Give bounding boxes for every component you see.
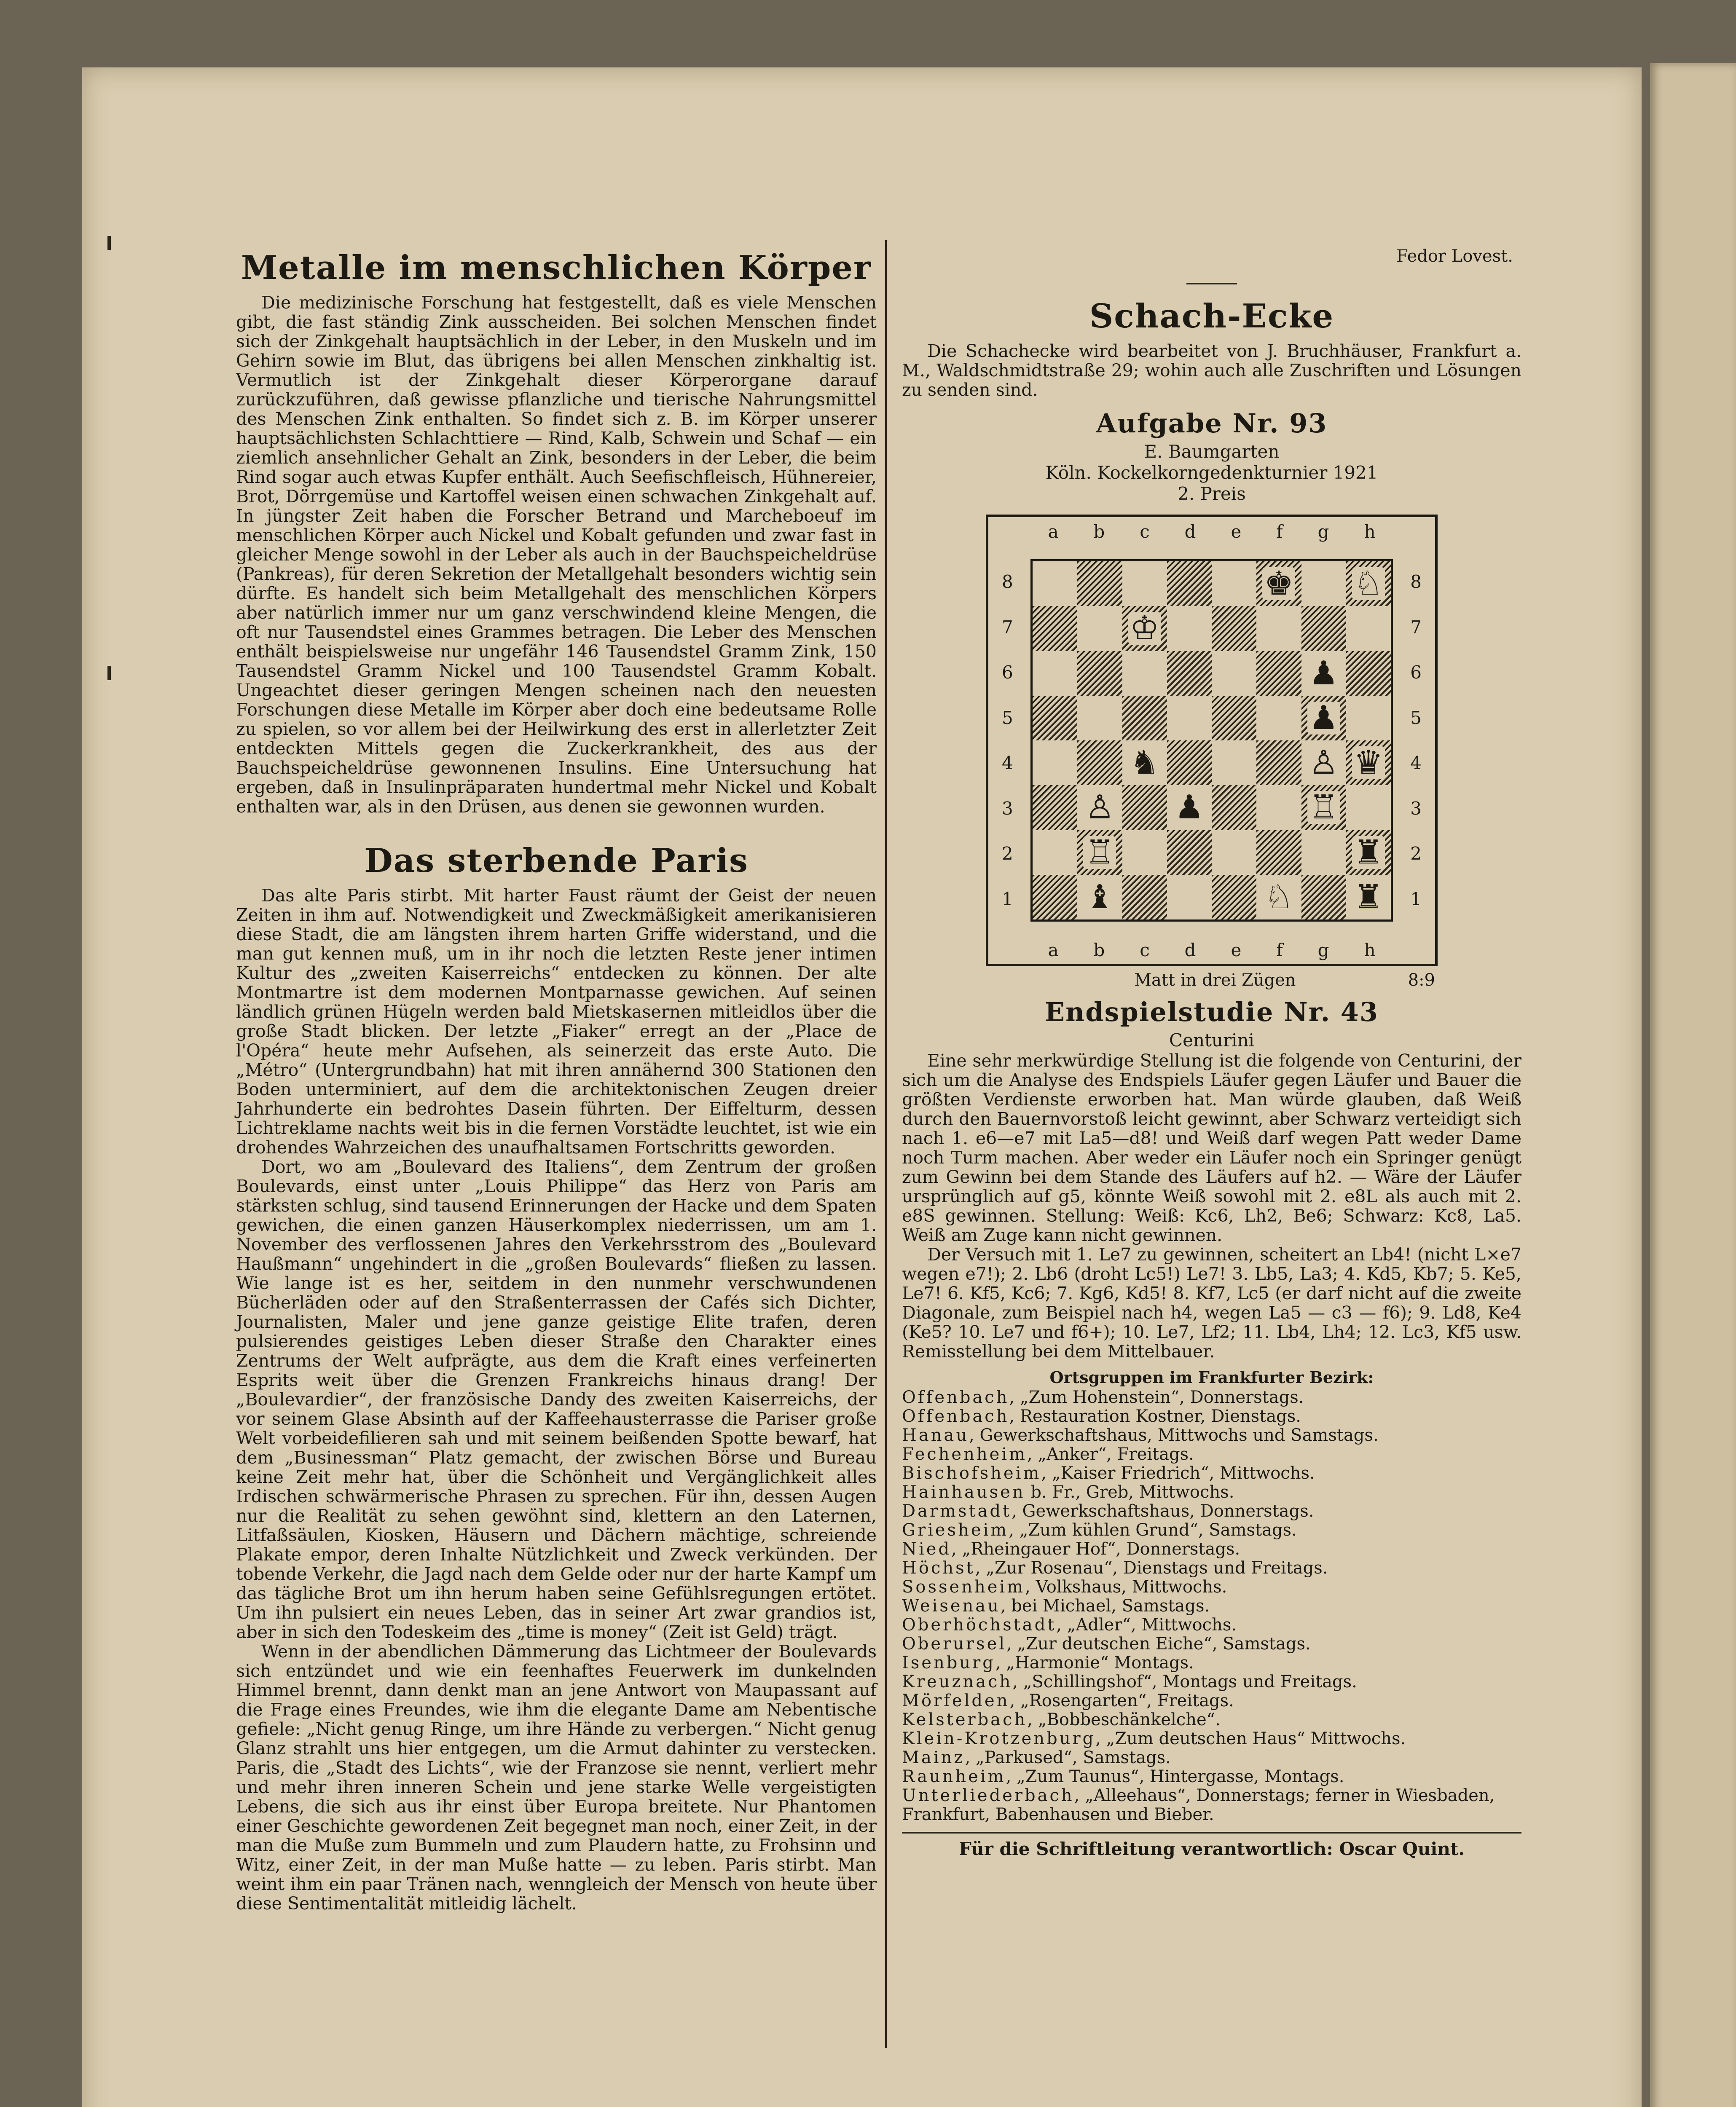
rank-label: 6 xyxy=(1002,662,1013,683)
square-a1 xyxy=(1033,875,1077,919)
rank-label: 2 xyxy=(1002,843,1013,864)
editor-responsible: Für die Schriftleitung verantwortlich: Oscar Quint. xyxy=(959,1839,1465,1859)
square-h2 xyxy=(1346,830,1391,875)
file-label: d xyxy=(1184,940,1196,960)
group-place: Klein-Krotzenburg xyxy=(902,1729,1096,1748)
rank-label: 7 xyxy=(1410,617,1422,638)
right-column xyxy=(902,247,1521,1859)
margin-mark xyxy=(107,666,111,680)
adjacent-page-edge xyxy=(1650,63,1736,2107)
chess-piece: ♟ xyxy=(1173,791,1206,824)
square-a3 xyxy=(1033,785,1077,830)
group-entry xyxy=(902,1748,1521,1767)
divider xyxy=(1186,283,1237,284)
rank-label: 3 xyxy=(1002,798,1013,819)
problem-stipulation: Matt in drei Zügen xyxy=(1134,970,1296,990)
metals-article-text: Die medizinische Forschung hat festgestellt, daß es viele Menschen gibt, die fast ständig Zink ausscheiden. Bei solchen Menschen findet sich der Zinkgehalt hauptsächlich in der Leber, in den Muskeln und im Gehirn sowie im Blut, das übrigens bei allen Menschen zinkhaltig ist. Vermutlich ist der Zinkgehalt dieser Körperorgane darauf zurückzuführen, daß gewisse pflanzliche und tierische Nahrungsmittel des Menschen Zink enthalten. So findet sich z. B. im Körper unserer hauptsächlichsten Schlachttiere — Rind, Kalb, Schwein und Schaf — ein ziemlich ansehnlicher Gehalt an Zink, besonders in der Leber, die beim Rind sogar auch etwas Kupfer enthält. Auch Seefischfleisch, Hühnereier, Brot, Dörrgemüse und Kartoffel weisen einen schwachen Zinkgehalt auf. In jüngster Zeit haben die Forscher Betrand und Marcheboeuf im menschlichen Körper auch Nickel und Kobalt gefunden und zwar fast in gleicher Menge sowohl in der Leber als auch in der Bauchspeicheldrüse (Pankreas), für deren Sekretion der Metallgehalt besonders wichtig sein dürfte. Es handelt sich beim Metallgehalt des menschlichen Körpers aber natürlich immer nur um ganz verschwindend kleine Mengen, die oft nur Tausendstel eines Grammes betragen. Die Leber des Menschen enthält beispielsweise nur ungefähr 146 Tausendstel Gramm Zink, 150 Tausendstel Gramm Nickel und 100 Tausendstel Gramm Kobalt. Ungeachtet dieser geringen Mengen scheinen nach den neuesten Forschungen diese Metalle im Körper aber doch eine bedeutsame Rolle zu spielen, so vor allem bei der Heilwirkung des erst in allerletzter Zeit entdeckten Mittels gegen die Zuckerkrankheit, des aus der Bauchspeicheldrüse gewonnenen Insulins. Eine Untersuchung hat ergeben, daß in Insulinpräparaten hundertmal mehr Nickel und Kobalt enthalten war, als in den Drüsen, aus denen sie gewonnen wurden. xyxy=(236,292,877,817)
group-place: Kreuznach xyxy=(902,1672,1013,1691)
square-h7 xyxy=(1346,606,1391,651)
square-c8 xyxy=(1122,561,1167,606)
chess-piece: ♘ xyxy=(1352,567,1385,600)
group-place: Hainhausen xyxy=(902,1482,1025,1502)
group-place: Sossenheim xyxy=(902,1577,1025,1597)
square-g4 xyxy=(1301,740,1346,785)
group-place: Hanau xyxy=(902,1426,969,1445)
group-details: , „Zur Rosenau“, Dienstags und Freitags. xyxy=(975,1558,1328,1578)
group-place: Oberursel xyxy=(902,1634,1007,1654)
group-details: , „Parkused“, Samstags. xyxy=(965,1748,1171,1767)
file-label: e xyxy=(1231,521,1242,542)
group-details: , „Rosengarten“, Freitags. xyxy=(1009,1691,1234,1710)
group-details: b. Fr., Greb, Mittwochs. xyxy=(1025,1482,1234,1502)
file-label: g xyxy=(1317,521,1329,542)
group-entry xyxy=(902,1691,1521,1710)
rank-labels-left xyxy=(1002,559,1013,922)
chess-piece: ♞ xyxy=(1128,746,1161,779)
group-entry xyxy=(902,1407,1521,1426)
group-place: Mainz xyxy=(902,1748,965,1767)
square-f5 xyxy=(1256,696,1301,740)
study-paragraph-1: Eine sehr merkwürdige Stellung ist die folgende von Centurini, der sich um die Analyse des Endspiels Läufer gegen Läufer und Bauer die größten Verdienste erworben hat. Man würde glauben, daß Weiß durch den Bauernvorstoß leicht gewinnt, aber Schwarz verteidigt sich nach 1. e6—e7 mit La5—d8! und Weiß darf wegen Patt weder Dame noch Turm machen. Aber weder ein Läufer noch ein Springer genügt zum Gewinn bei dem Stande des Läufers auf h2. — Wäre der Läufer ursprünglich auf g5, könnte Weiß sowohl mit 2. e8L als auch mit 2. e8S gewinnen. Stellung: Weiß: Kc6, Lh2, Be6; Schwarz: Kc8, La5. Weiß am Zuge kann nicht gewinnen. xyxy=(902,1051,1521,1245)
group-details: , „Anker“, Freitags. xyxy=(1027,1445,1194,1464)
chess-diagram xyxy=(986,515,1438,966)
chess-piece: ♟ xyxy=(1307,657,1340,690)
group-entry xyxy=(902,1616,1521,1635)
square-d7 xyxy=(1167,606,1212,651)
group-entry xyxy=(902,1445,1521,1464)
chess-intro: Die Schachecke wird bearbeitet von J. Bruchhäuser, Frankfurt a. M., Waldschmidtstraße 29; wohin auch alle Zuschriften und Lösungen zu senden sind. xyxy=(902,341,1521,400)
square-d1 xyxy=(1167,875,1212,919)
group-entry xyxy=(902,1673,1521,1691)
rank-label: 6 xyxy=(1410,662,1422,683)
rank-labels-right xyxy=(1410,559,1422,922)
group-details: , bei Michael, Samstags. xyxy=(1000,1596,1210,1616)
rank-label: 3 xyxy=(1410,798,1422,819)
group-entry xyxy=(902,1578,1521,1597)
rank-label: 2 xyxy=(1410,843,1422,864)
square-h3 xyxy=(1346,785,1391,830)
file-label: d xyxy=(1184,521,1196,542)
square-g7 xyxy=(1301,606,1346,651)
square-c2 xyxy=(1122,830,1167,875)
square-a8 xyxy=(1033,561,1077,606)
square-g6 xyxy=(1301,651,1346,696)
file-label: c xyxy=(1140,940,1150,960)
problem-title: Aufgabe Nr. 93 xyxy=(1096,408,1328,439)
article-author: Fedor Lovest. xyxy=(1396,247,1513,266)
group-entry xyxy=(902,1729,1521,1748)
square-b4 xyxy=(1077,740,1122,785)
chess-piece: ♙ xyxy=(1307,746,1340,779)
square-b7 xyxy=(1077,606,1122,651)
group-details: , Gewerkschaftshaus, Mittwochs und Samstags. xyxy=(969,1426,1379,1445)
margin-mark xyxy=(107,236,111,250)
file-label: f xyxy=(1276,521,1283,542)
square-c4 xyxy=(1122,740,1167,785)
file-label: c xyxy=(1140,521,1150,542)
square-d6 xyxy=(1167,651,1212,696)
group-details: , „Harmonie“ Montags. xyxy=(995,1653,1194,1673)
square-c5 xyxy=(1122,696,1167,740)
square-b6 xyxy=(1077,651,1122,696)
group-place: Unterliederbach xyxy=(902,1786,1074,1805)
group-details: , „Bobbeschänkelche“. xyxy=(1027,1710,1221,1729)
square-f3 xyxy=(1256,785,1301,830)
group-place: Fechenheim xyxy=(902,1445,1027,1464)
rank-label: 8 xyxy=(1002,571,1013,592)
group-details: , „Zum deutschen Haus“ Mittwochs. xyxy=(1095,1729,1406,1748)
square-b5 xyxy=(1077,696,1122,740)
square-e6 xyxy=(1212,651,1256,696)
square-f7 xyxy=(1256,606,1301,651)
paris-paragraph-3: Wenn in der abendlichen Dämmerung das Lichtmeer der Boulevards sich entzündet und wie ein feenhaftes Feuerwerk im dunkelnden Himmel brennt, dann denkt man an jene Antwort von Maupassant auf die Frage eines Freundes, wie ihm die elegante Dame am Nebentische gefiele: „Nicht genug Ringe, um ihre Hände zu verbergen.“ Nicht genug Glanz strahlt uns hier entgegen, um die Armut dahinter zu verstecken. Paris, die „Stadt des Lichts“, wie der Franzose sie nennt, verliert mehr und mehr ihren inneren Schein und jene starke Welle vergeistigten Lebens, die sich aus ihr einst über Europa breitete. Nur Phantomen einer Geschichte gewordenen Zeit begegnet man noch, einer Zeit, in der man die Muße zum Bummeln und zum Plaudern hatte, zu Frohsinn und Witz, einer Zeit, in der man Muße hatte — zu leben. Paris stirbt. Man weint ihm ein paar Tränen nach, wenngleich der Mensch von heute über diese Sentimentalität mitleidig lächelt. xyxy=(236,1641,877,1914)
group-details: , Volkshaus, Mittwochs. xyxy=(1025,1577,1227,1597)
square-g1 xyxy=(1301,875,1346,919)
square-c1 xyxy=(1122,875,1167,919)
square-h4 xyxy=(1346,740,1391,785)
file-labels-bottom xyxy=(1030,940,1393,960)
square-f4 xyxy=(1256,740,1301,785)
divider xyxy=(902,1832,1521,1834)
square-f2 xyxy=(1256,830,1301,875)
file-label: a xyxy=(1048,940,1059,960)
square-c7 xyxy=(1122,606,1167,651)
chess-piece: ♚ xyxy=(1262,567,1295,600)
square-h1 xyxy=(1346,875,1391,919)
group-place: Nied xyxy=(902,1539,952,1559)
square-d4 xyxy=(1167,740,1212,785)
square-h8 xyxy=(1346,561,1391,606)
group-place: Bischofsheim xyxy=(902,1464,1041,1483)
square-d3 xyxy=(1167,785,1212,830)
paris-paragraph-1: Das alte Paris stirbt. Mit harter Faust räumt der Geist der neuen Zeiten in ihm auf. Notwendigkeit und Zweckmäßigkeit amerikanisieren diese Stadt, die am längsten ihrem harten Griffe widerstand, und die man gut kennen muß, um in ihr noch die letzten Reste jener intimen Kultur des „zweiten Kaiserreichs“ entdecken zu können. Der alte Montmartre ist dem modernen Montparnasse gewichen. Auf seinen ländlich grünen Hügeln werden bald Mietskasernen mitleidlos über die große Stadt blicken. Der letzte „Fiaker“ erregt an der „Place de l'Opéra“ heute mehr Aufsehen, als seinerzeit das erste Auto. Die „Métro“ (Untergrundbahn) hat mit ihren annähernd 300 Stationen den Boden unterminiert, auf dem die architektonischen Zeugen dreier Jahrhunderte ein bedrohtes Dasein führten. Der Eiffelturm, dessen Lichtreklame nachts weit bis in die fernen Vorstädte leuchtet, ist wie ein drohendes Wahrzeichen des unaufhaltsamen Fortschritts geworden. xyxy=(236,885,877,1158)
group-entry xyxy=(902,1635,1521,1654)
group-entry xyxy=(902,1597,1521,1616)
square-f6 xyxy=(1256,651,1301,696)
square-f8 xyxy=(1256,561,1301,606)
rank-label: 4 xyxy=(1410,753,1422,774)
square-h5 xyxy=(1346,696,1391,740)
group-place: Kelsterbach xyxy=(902,1710,1028,1729)
study-author: Centurini xyxy=(1169,1030,1254,1051)
file-label: b xyxy=(1093,940,1105,960)
chess-piece: ♜ xyxy=(1352,836,1385,869)
square-b8 xyxy=(1077,561,1122,606)
square-b3 xyxy=(1077,785,1122,830)
file-label: b xyxy=(1093,521,1105,542)
group-entry xyxy=(902,1654,1521,1673)
left-column xyxy=(236,236,877,1913)
square-e2 xyxy=(1212,830,1256,875)
square-b1 xyxy=(1077,875,1122,919)
file-label: e xyxy=(1231,940,1242,960)
rank-label: 5 xyxy=(1410,707,1422,728)
square-e4 xyxy=(1212,740,1256,785)
rank-label: 7 xyxy=(1002,617,1013,638)
square-g3 xyxy=(1301,785,1346,830)
chess-piece: ♟ xyxy=(1307,702,1340,735)
column-rule xyxy=(885,240,887,2048)
file-label: h xyxy=(1364,521,1376,542)
problem-tourney: Köln. Kockelkorngedenkturnier 1921 xyxy=(1045,462,1378,483)
chess-piece: ♖ xyxy=(1083,836,1116,869)
group-entry xyxy=(902,1559,1521,1578)
chess-piece: ♙ xyxy=(1083,791,1116,824)
chess-piece: ♘ xyxy=(1262,881,1295,914)
square-a4 xyxy=(1033,740,1077,785)
group-entry xyxy=(902,1483,1521,1502)
group-place: Isenburg xyxy=(902,1653,995,1673)
group-details: , Restauration Kostner, Dienstags. xyxy=(1009,1407,1301,1426)
group-details: , „Zum Hohenstein“, Donnerstags. xyxy=(1009,1388,1304,1407)
group-place: Oberhöchstadt xyxy=(902,1615,1057,1635)
square-c6 xyxy=(1122,651,1167,696)
square-g2 xyxy=(1301,830,1346,875)
file-label: f xyxy=(1276,940,1283,960)
square-f1 xyxy=(1256,875,1301,919)
square-a6 xyxy=(1033,651,1077,696)
file-labels-top xyxy=(1030,521,1393,542)
square-e5 xyxy=(1212,696,1256,740)
group-place: Weisenau xyxy=(902,1596,1001,1616)
groups-list xyxy=(902,1388,1521,1824)
chess-piece: ♝ xyxy=(1083,881,1116,914)
file-label: h xyxy=(1364,940,1376,960)
group-place: Offenbach xyxy=(902,1388,1009,1407)
group-entry xyxy=(902,1388,1521,1407)
square-h6 xyxy=(1346,651,1391,696)
group-place: Offenbach xyxy=(902,1407,1009,1426)
diagram-caption xyxy=(988,970,1435,990)
group-place: Raunheim xyxy=(902,1767,1006,1786)
rank-label: 1 xyxy=(1002,888,1013,909)
group-details: , „Rheingauer Hof“, Donnerstags. xyxy=(951,1539,1240,1559)
square-a5 xyxy=(1033,696,1077,740)
square-e3 xyxy=(1212,785,1256,830)
problem-composer: E. Baumgarten xyxy=(1144,441,1280,462)
paris-headline: Das sterbende Paris xyxy=(364,842,749,880)
chess-piece: ♔ xyxy=(1128,612,1161,645)
group-details: , Gewerkschaftshaus, Donnerstags. xyxy=(1012,1501,1314,1521)
group-place: Mörfelden xyxy=(902,1691,1010,1710)
group-details: , „Zum kühlen Grund“, Samstags. xyxy=(1009,1520,1297,1540)
group-entry xyxy=(902,1710,1521,1729)
square-g5 xyxy=(1301,696,1346,740)
group-place: Darmstadt xyxy=(902,1501,1012,1521)
rank-label: 8 xyxy=(1410,571,1422,592)
group-place: Griesheim xyxy=(902,1520,1009,1540)
rank-label: 1 xyxy=(1410,888,1422,909)
file-label: g xyxy=(1317,940,1329,960)
group-details: , „Schillingshof“, Montags und Freitags. xyxy=(1012,1672,1357,1691)
square-d8 xyxy=(1167,561,1212,606)
piece-count: 8:9 xyxy=(1408,970,1435,990)
chess-board xyxy=(1030,559,1393,922)
group-details: , „Kaiser Friedrich“, Mittwochs. xyxy=(1041,1464,1315,1483)
group-details: , „Alleehaus“, Donnerstags; ferner in Wiesbaden, Frankfurt, Babenhausen und Bieber. xyxy=(902,1786,1495,1824)
group-details: , „Adler“, Mittwochs. xyxy=(1056,1615,1237,1635)
problem-prize: 2. Preis xyxy=(1178,483,1246,504)
square-d2 xyxy=(1167,830,1212,875)
square-a2 xyxy=(1033,830,1077,875)
paris-paragraph-2: Dort, wo am „Boulevard des Italiens“, dem Zentrum der großen Boulevards, einst unter „Louis Philippe“ das Herz von Paris am stärksten schlug, sind tausend Erinnerungen der Hacke und dem Spaten gewichen, die einen ganzen Häuserkomplex niederrissen, um am 1. November des verflossenen Jahres den Verkehrsstrom des „Boulevard Haußmann“ ungehindert in die „großen Boulevards“ fließen zu lassen. Wie lange ist es her, seitdem in den nunmehr verschwundenen Bücherläden oder auf den Straßenterrassen der Cafés sich Dichter, Journalisten, Maler und jene ganze geistige Elite trafen, deren pulsierendes geistiges Leben dieser Straße den Charakter eines Zentrums der Welt aufprägte, aus dem die Kraft eines verfeinerten Esprits weit über die Grenzen Frankreichs hinaus drang! Der „Boulevardier“, der französische Dandy des zweiten Kaiserreichs, der vor seinem Glase Absinth auf der Kaffeehausterrasse die Pariser große Welt vorbeidefilieren sah und mit seinem beißenden Spotte bewarf, hat dem „Businessman“ Platz gemacht, der zwischen Börse und Bureau keine Zeit mehr hat, über die Schönheit und Vergänglichkeit alles Irdischen schwärmerische Phrasen zu sprechen. Für ihn, dessen Augen nur die Realität zu sehen gewöhnt sind, klettern an den Laternen, Litfaßsäulen, Kiosken, Häusern und Dächern mächtige, schreiende Plakate empor, deren Inhalte Nützlichkeit und Zweck verkünden. Der tobende Verkehr, die Jagd nach dem Gelde oder nur der harte Kampf um das tägliche Brot um ihn herum haben seine Gefühlsregungen ertötet. Um ihn pulsiert ein neues Leben, das in seiner Art zwar grandios ist, aber in sich den Todeskeim des „time is money“ (Zeit ist Geld) trägt. xyxy=(236,1157,877,1642)
group-details: , „Zum Taunus“, Hintergasse, Montags. xyxy=(1006,1767,1344,1786)
group-entry xyxy=(902,1540,1521,1559)
square-g8 xyxy=(1301,561,1346,606)
group-entry xyxy=(902,1502,1521,1521)
square-e1 xyxy=(1212,875,1256,919)
square-a7 xyxy=(1033,606,1077,651)
rank-label: 4 xyxy=(1002,753,1013,774)
chess-piece: ♜ xyxy=(1352,881,1385,914)
square-d5 xyxy=(1167,696,1212,740)
group-entry xyxy=(902,1786,1521,1824)
chess-piece: ♖ xyxy=(1307,791,1340,824)
study-paragraph-2: Der Versuch mit 1. Le7 zu gewinnen, scheitert an Lb4! (nicht L×e7 wegen e7!); 2. Lb6 (droht Lc5!) Le7! 3. Lb5, La3; 4. Kd5, Kb7; 5. Ke5, Le7! 6. Kf5, Kc6; 7. Kg6, Kd5! 8. Kf7, Lc5 (er darf nicht auf die zweite Diagonale, zum Beispiel nach h4, wegen La5 — c3 — f6); 9. Ld8, Ke4 (Ke5? 10. Le7 und f6+); 10. Le7, Lf2; 11. Lb4, Lh4; 12. Lc3, Kf5 usw. Remisstellung bei dem Mittelbauer. xyxy=(902,1244,1521,1362)
caption-spacer xyxy=(988,970,1022,990)
rank-label: 5 xyxy=(1002,707,1013,728)
group-entry xyxy=(902,1767,1521,1786)
square-c3 xyxy=(1122,785,1167,830)
metals-headline: Metalle im menschlichen Körper xyxy=(241,249,872,287)
file-label: a xyxy=(1048,521,1059,542)
square-b2 xyxy=(1077,830,1122,875)
study-title: Endspielstudie Nr. 43 xyxy=(1044,997,1379,1027)
group-place: Höchst xyxy=(902,1558,975,1578)
chess-section-title: Schach-Ecke xyxy=(1089,297,1334,335)
group-details: , „Zur deutschen Eiche“, Samstags. xyxy=(1006,1634,1311,1654)
square-e7 xyxy=(1212,606,1256,651)
chess-piece: ♛ xyxy=(1352,746,1385,779)
group-entry xyxy=(902,1426,1521,1445)
groups-title: Ortsgruppen im Frankfurter Bezirk: xyxy=(1049,1368,1374,1387)
group-entry xyxy=(902,1521,1521,1540)
group-entry xyxy=(902,1464,1521,1483)
square-e8 xyxy=(1212,561,1256,606)
